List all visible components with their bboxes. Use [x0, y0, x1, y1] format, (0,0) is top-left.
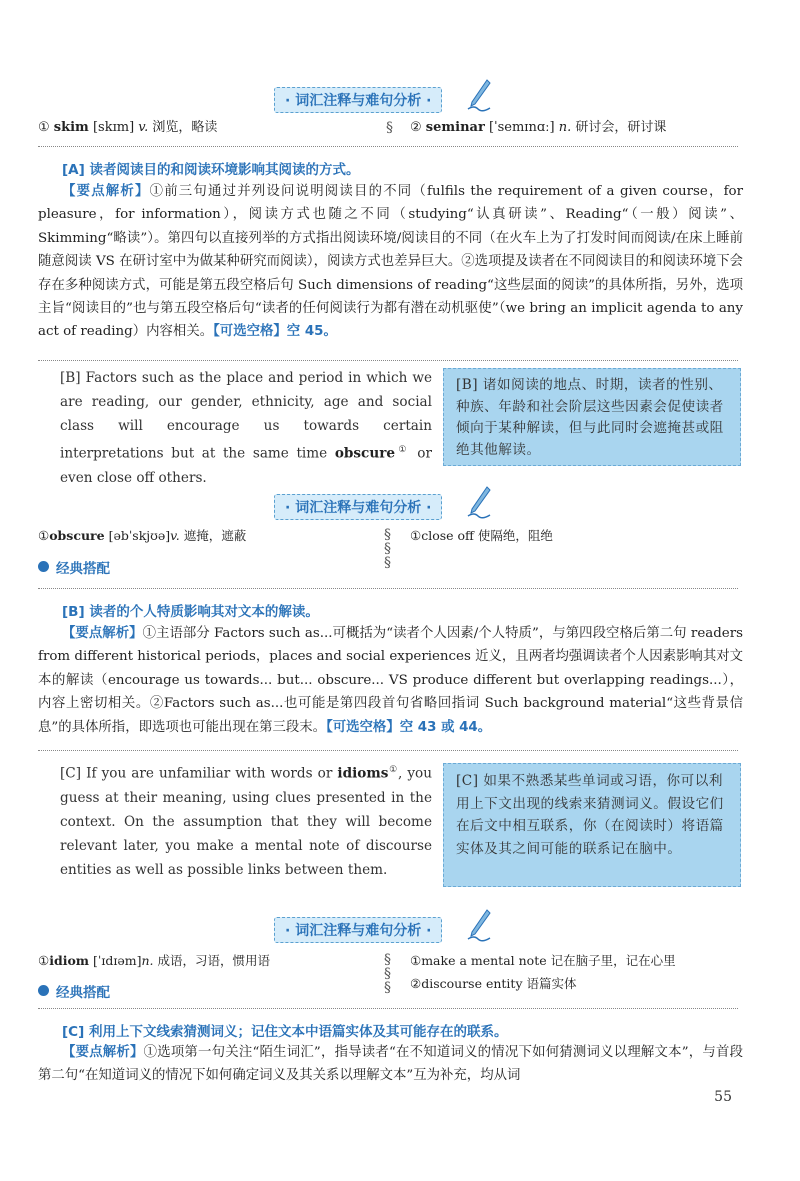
- b-analysis: 【要点解析】①主语部分 Factors such as...可概括为“读者个人因素/个人特质”，与第四段空格后第二句 readers from different historical periods，places and social experiences 近义，且两者均强调读者个人因素影响其对文本的解读（encourage us towards... but... obscure... VS produce different but overlapping readings...），内容上密切相关。②Factors such as...也可能是第四段首句省略回指词 Such background material“这些背景信息”的具体所指，即选项也可能出现在第三段末。【可选空格】空 43 或 44。: [38, 626, 743, 735]
- c-heading: [C] 利用上下文线索猜测词义；记住文本中语篇实体及其可能存在的联系。: [62, 1024, 508, 1040]
- c-english-passage: [C] If you are unfamiliar with words or idioms①, you guess at their meaning, using clues presented in the context. On the assumption that they will become relevant later, you make a mental note of discourse entities as well as possible links between them.: [60, 765, 432, 878]
- vocab-close-off: ①close off 使隔绝，阻绝: [410, 528, 553, 543]
- squiggle-divider: § § §: [384, 527, 391, 571]
- b-english-passage: [B] Factors such as the place and period in which we are reading, our gender, ethnicity, age and social class will encourage us towards certain interpretations but at the same time obscure① or even close off others.: [60, 370, 432, 486]
- bullet-dot: [38, 985, 49, 996]
- divider: [38, 588, 738, 589]
- a-heading: [A] 读者阅读目的和阅读环境影响其阅读的方式。: [62, 162, 360, 178]
- section-title-vocab-3: · 词汇注释与难句分析 ·: [274, 917, 442, 943]
- classic-collocation-label: 经典搭配: [56, 561, 110, 577]
- pen-icon: [466, 485, 492, 519]
- c-chinese-translation: [C] 如果不熟悉某些单词或习语，你可以利用上下文出现的线索来猜测词义。假设它们在后文中相互联系，你（在阅读时）将语篇实体及其之间可能的联系记在脑中。: [443, 763, 741, 887]
- squiggle-divider: §: [386, 120, 393, 136]
- pen-icon: [466, 908, 492, 942]
- classic-collocation-label: 经典搭配: [56, 985, 110, 1001]
- vocab-idiom: ①idiom [ˈɪdɪəm]n. 成语，习语，惯用语: [38, 953, 270, 968]
- vocab-skim: ① skim [skɪm] v. 浏览，略读: [38, 120, 218, 135]
- divider: [38, 360, 738, 361]
- divider: [38, 146, 738, 147]
- bullet-dot: [38, 561, 49, 572]
- c-analysis: 【要点解析】①选项第一句关注“陌生词汇”，指导读者“在不知道词义的情况下如何猜测词义以理解文本”，与首段第二句“在知道词义的情况下如何确定词义及其关系以理解文本”互为补充，均从词: [38, 1045, 743, 1084]
- vocab-discourse-entity: ②discourse entity 语篇实体: [410, 976, 577, 991]
- vocab-obscure: ①obscure [əbˈskjʊə]v. 遮掩，遮蔽: [38, 528, 247, 543]
- section-title-vocab-2: · 词汇注释与难句分析 ·: [274, 494, 442, 520]
- a-analysis: 【要点解析】①前三句通过并列设问说明阅读目的不同（fulfils the requirement of a given course，for pleasure，for information），阅读方式也随之不同（studying“认真研读”、Reading“（一般）阅读”、Skimming“略读”）。第四句以直接列举的方式指出阅读环境/阅读目的不同（在火车上为了打发时间而阅读/在床上睡前随意阅读 VS 在研讨室中为做某种研究而阅读），阅读方式也差异巨大。②选项提及读者在不同阅读目的和阅读环境下会存在多种阅读方式，可能是第五段空格后句 Such dimensions of reading“这些层面的阅读”的具体所指，另外，选项主旨“阅读目的”也与第五段空格后句“读者的任何阅读行为都有潜在动机驱使”（we bring an implicit agenda to any act of reading）内容相关。【可选空格】空 45。: [38, 184, 744, 340]
- pen-icon: [466, 78, 492, 112]
- vocab-seminar: ② seminar [ˈsemɪnɑː] n. 研讨会，研讨课: [410, 120, 667, 135]
- divider: [38, 1008, 738, 1009]
- divider: [38, 750, 738, 751]
- squiggle-divider: § § §: [384, 952, 391, 996]
- page-number: 55: [714, 1089, 732, 1105]
- b-chinese-translation: [B] 诸如阅读的地点、时期，读者的性别、种族、年龄和社会阶层这些因素会促使读者倾向于某种解读，但与此同时会遮掩甚或阻绝其他解读。: [443, 368, 741, 466]
- b-heading: [B] 读者的个人特质影响其对文本的解读。: [62, 604, 319, 620]
- section-title-vocab-1: · 词汇注释与难句分析 ·: [274, 87, 442, 113]
- vocab-mental-note: ①make a mental note 记在脑子里，记在心里: [410, 953, 676, 968]
